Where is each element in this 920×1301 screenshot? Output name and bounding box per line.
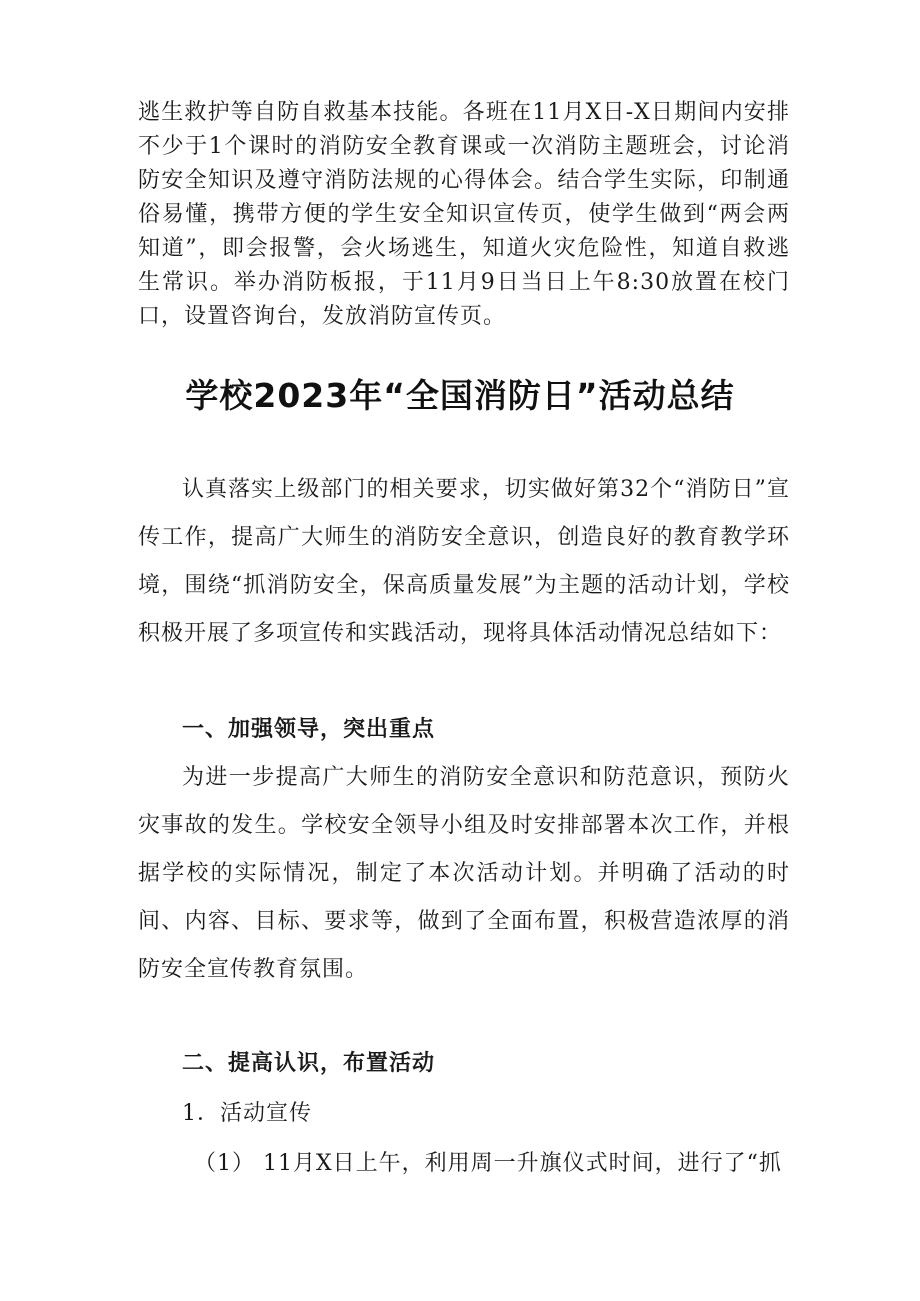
list-item: （1） 11月X日上午，利用周一升旗仪式时间，进行了“抓 <box>194 1151 782 1176</box>
section2-heading: 二、提高认识，布置活动 <box>182 1051 436 1076</box>
top-paragraph: 逃生救护等自防自救基本技能。各班在11月X日-X日期间内安排不少于1个课时的消防安全教育课或一次消防主题班会，讨论消防安全知识及遵守消防法规的心得体会。结合学生实际，印制通俗易懂，携带方便的学生安全知识宣传页，使学生做到“两会两知道”，即会报警，会火场逃生，知道火灾危险性，知道自救逃生常识。举办消防板报，于11月9日当日上午8:30放置在校门口，设置咨询台，发放消防宣传页。 <box>138 100 790 329</box>
intro-paragraph: 认真落实上级部门的相关要求，切实做好第32个“消防日”宣传工作，提高广大师生的消防安全意识，创造良好的教育教学环境，围绕“抓消防安全，保高质量发展”为主题的活动计划，学校积极开展了多项宣传和实践活动，现将具体活动情况总结如下： <box>138 477 790 646</box>
page-title: 学校2023年“全国消防日”活动总结 <box>185 376 735 415</box>
section1-heading: 一、加强领导，突出重点 <box>182 717 436 742</box>
section1-paragraph: 为进一步提高广大师生的消防安全意识和防范意识，预防火灾事故的发生。学校安全领导小组及时安排部署本次工作，并根据学校的实际情况，制定了本次活动计划。并明确了活动的时间、内容、目标、要求等，做到了全面布置，积极营造浓厚的消防安全宣传教育氛围。 <box>138 765 790 982</box>
subsection1-heading: 1．活动宣传 <box>182 1101 312 1126</box>
